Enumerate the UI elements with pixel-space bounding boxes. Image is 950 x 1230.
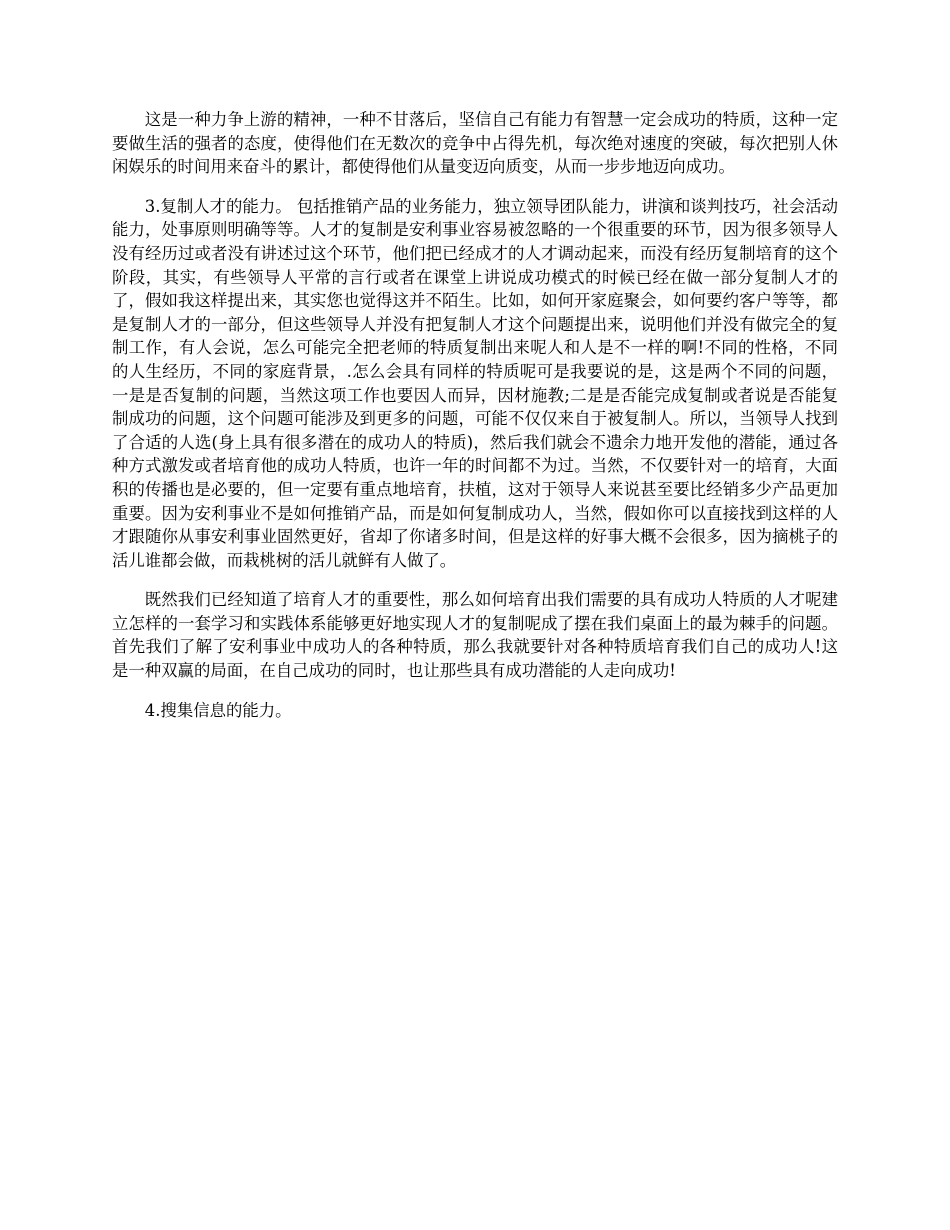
- paragraph-talent-replication: 3.复制人才的能力。 包括推销产品的业务能力，独立领导团队能力，讲演和谈判技巧，社会活动能力，处事原则明确等等。人才的复制是安利事业容易被忽略的一个很重要的环节，因为很多领导人没有经历过或者没有讲述过这个环节，他们把已经成才的人才调动起来，而没有经历复制培育的这个阶段，其实，有些领导人平常的言行或者在课堂上讲说成功模式的时候已经在做一部分复制人才的了，假如我这样提出来，其实您也觉得这并不陌生。比如，如何开家庭聚会，如何要约客户等等，都是复制人才的一部分，但这些领导人并没有把复制人才这个问题提出来，说明他们并没有做完全的复制工作，有人会说，怎么可能完全把老师的特质复制出来呢人和人是不一样的啊!不同的性格，不同的人生经历，不同的家庭背景，.怎么会具有同样的特质呢可是我要说的是，这是两个不同的问题，一是是否复制的问题，当然这项工作也要因人而异，因材施教;二是是否能完成复制或者说是否能复制成功的问题，这个问题可能涉及到更多的问题，可能不仅仅来自于被复制人。所以，当领导人找到了合适的人选(身上具有很多潜在的成功人的特质)，然后我们就会不遗余力地开发他的潜能，通过各种方式激发或者培育他的成功人特质，也许一年的时间都不为过。当然，不仅要针对一的培育，大面积的传播也是必要的，但一定要有重点地培育，扶植，这对于领导人来说甚至要比经销多少产品更加重要。因为安利事业不是如何推销产品，而是如何复制成功人，当然，假如你可以直接找到这样的人才跟随你从事安利事业固然更好，省却了你诸多时间，但是这样的好事大概不会很多，因为摘桃子的活儿谁都会做，而栽桃树的活儿就鲜有人做了。: [112, 196, 838, 570]
- document-page: [112, 108, 838, 738]
- paragraph-cultivation: 既然我们已经知道了培育人才的重要性，那么如何培育出我们需要的具有成功人特质的人才呢建立怎样的一套学习和实践体系能够更好地实现人才的复制呢成了摆在我们桌面上的最为棘手的问题。首先我们了解了安利事业中成功人的各种特质，那么我就要针对各种特质培育我们自己的成功人!这是一种双赢的局面，在自己成功的同时，也让那些具有成功潜能的人走向成功!: [112, 590, 838, 681]
- paragraph-spirit: 这是一种力争上游的精神，一种不甘落后，坚信自己有能力有智慧一定会成功的特质，这种一定要做生活的强者的态度，使得他们在无数次的竞争中占得先机，每次绝对速度的突破，每次把别人休闲娱乐的时间用来奋斗的累计，都使得他们从量变迈向质变，从而一步步地迈向成功。: [112, 110, 838, 177]
- paragraph-information-gathering: 4.搜集信息的能力。: [144, 700, 292, 720]
